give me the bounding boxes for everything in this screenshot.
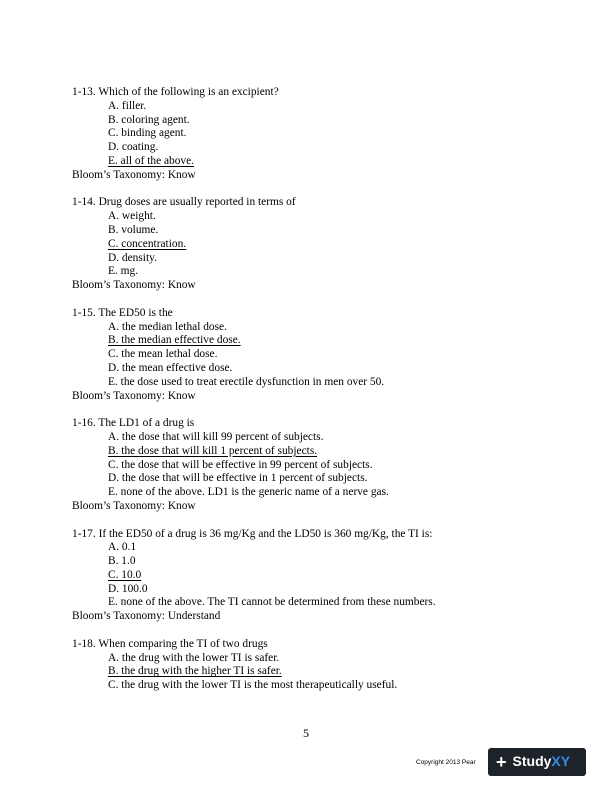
answer-option: A. weight. [108, 210, 156, 223]
answer-option-correct: C. 10.0 [108, 568, 142, 581]
blooms-taxonomy-label: Bloom’s Taxonomy: Understand [72, 610, 221, 623]
answer-option: A. 0.1 [108, 541, 137, 554]
answer-option: D. the mean effective dose. [108, 361, 233, 374]
page-number: 5 [303, 726, 309, 740]
answer-option: A. the median lethal dose. [108, 320, 227, 333]
question-stem: 1-13. Which of the following is an excipient? [72, 86, 279, 98]
question-block [72, 528, 552, 625]
blooms-taxonomy-label: Bloom’s Taxonomy: Know [72, 168, 196, 181]
answer-option: E. none of the above. The TI cannot be determined from these numbers. [108, 596, 436, 609]
answer-option: B. 1.0 [108, 555, 136, 568]
answer-option: C. the drug with the lower TI is the most therapeutically useful. [108, 679, 398, 692]
answer-option-correct: B. the median effective dose. [108, 334, 241, 347]
answer-options [108, 210, 552, 279]
question-stem: 1-18. When comparing the TI of two drugs [72, 637, 268, 650]
answer-option-correct: C. concentration. [108, 237, 187, 250]
answer-option: A. filler. [108, 99, 147, 112]
question-stem: 1-16. The LD1 of a drug is [72, 417, 195, 430]
answer-option: C. binding agent. [108, 127, 187, 140]
answer-option: D. 100.0 [108, 582, 148, 595]
answer-option: B. coloring agent. [108, 113, 190, 126]
answer-option: E. mg. [108, 265, 139, 278]
question-block [72, 86, 552, 183]
question-stem: 1-17. If the ED50 of a drug is 36 mg/Kg and the LD50 is 360 mg/Kg, the TI is: [72, 527, 433, 540]
blooms-taxonomy-label: Bloom’s Taxonomy: Know [72, 499, 196, 512]
answer-option: C. the dose that will be effective in 99 percent of subjects. [108, 458, 373, 471]
question-list [72, 86, 552, 707]
answer-option: B. volume. [108, 223, 159, 236]
answer-option-correct: B. the drug with the higher TI is safer. [108, 665, 282, 678]
plus-icon: + [496, 752, 507, 772]
answer-option: A. the dose that will kill 99 percent of subjects. [108, 430, 324, 443]
answer-options [108, 541, 552, 610]
answer-option: A. the drug with the lower TI is safer. [108, 651, 280, 664]
answer-options [108, 431, 552, 500]
answer-options [108, 652, 552, 693]
studyxy-badge[interactable] [488, 748, 586, 776]
blooms-taxonomy-label: Bloom’s Taxonomy: Know [72, 279, 196, 292]
question-block [72, 307, 552, 404]
question-block [72, 196, 552, 293]
brand-name-accent: XY [551, 753, 571, 770]
answer-option: D. coating. [108, 141, 159, 154]
answer-options [108, 321, 552, 390]
answer-option: E. none of the above. LD1 is the generic name of a nerve gas. [108, 486, 389, 499]
answer-option: C. the mean lethal dose. [108, 348, 218, 361]
brand-name-main: Study [512, 753, 552, 770]
answer-option: E. the dose used to treat erectile dysfunction in men over 50. [108, 375, 385, 388]
copyright-notice: Copyright 2013 Pear [416, 759, 476, 766]
question-stem: 1-15. The ED50 is the [72, 306, 173, 319]
blooms-taxonomy-label: Bloom’s Taxonomy: Know [72, 389, 196, 402]
question-block [72, 417, 552, 514]
answer-option: D. the dose that will be effective in 1 percent of subjects. [108, 472, 368, 485]
answer-option: D. density. [108, 251, 157, 264]
answer-option-correct: B. the dose that will kill 1 percent of subjects. [108, 444, 318, 457]
question-stem: 1-14. Drug doses are usually reported in terms of [72, 196, 296, 209]
question-block [72, 638, 552, 693]
answer-option-correct: E. all of the above. [108, 154, 195, 167]
answer-options [108, 100, 552, 169]
